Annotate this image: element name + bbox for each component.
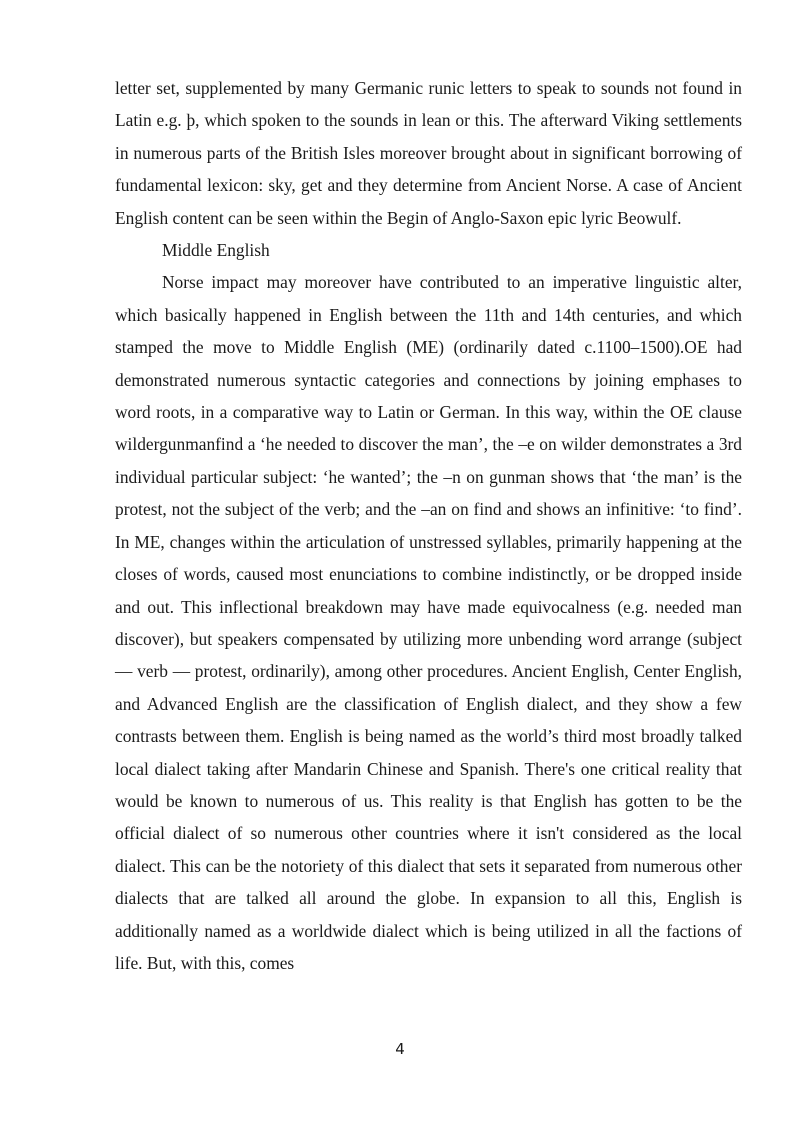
section-heading-middle-english: Middle English: [162, 240, 270, 261]
body-text: [115, 72, 742, 979]
page-number: 4: [395, 1040, 405, 1058]
paragraph-continuation: letter set, supplemented by many Germanic runic letters to speak to sounds not found in Latin e.g. þ, which spoken to the sounds in lean or this. The afterward Viking settlements in numerous parts of the British Isles moreover brought about in significant borrowing of fundamental lexicon: sky, get and they determine from Ancient Norse. A case of Ancient English content can be seen within the Begin of Anglo-Saxon epic lyric Beowulf.: [115, 78, 742, 228]
paragraph-norse-impact: Norse impact may moreover have contributed to an imperative linguistic alter, which basically happened in English between the 11th and 14th centuries, and which stamped the move to Middle English (ME) (ordinarily dated c.1100–1500).OE had demonstrated numerous syntactic categories and connections by joining emphases to word roots, in a comparative way to Latin or German. In this way, within the OE clause wildergunmanfind a ‘he needed to discover the man’, the –e on wilder demonstrates a 3rd individual particular subject: ‘he wanted’; the –n on gunman shows that ‘the man’ is the protest, not the subject of the verb; and the –an on find and shows an infinitive: ‘to find’. In ME, changes within the articulation of unstressed syllables, primarily happening at the closes of words, caused most enunciations to combine indistinctly, or be dropped inside and out. This inflectional breakdown may have made equivocalness (e.g. needed man discover), but speakers compensated by utilizing more unbending word arrange (subject — verb — protest, ordinarily), among other procedures. Ancient English, Center English, and Advanced English are the classification of English dialect, and they show a few contrasts between them. English is being named as the world’s third most broadly talked local dialect taking after Mandarin Chinese and Spanish. There's one critical reality that would be known to numerous of us. This reality is that English has gotten to be the official dialect of so numerous other countries where it isn't considered as the local dialect. This can be the notoriety of this dialect that sets it separated from numerous other dialects that are talked all around the globe. In expansion to all this, English is additionally named as a worldwide dialect which is being utilized in all the factions of life. But, with this, comes: [115, 272, 742, 973]
